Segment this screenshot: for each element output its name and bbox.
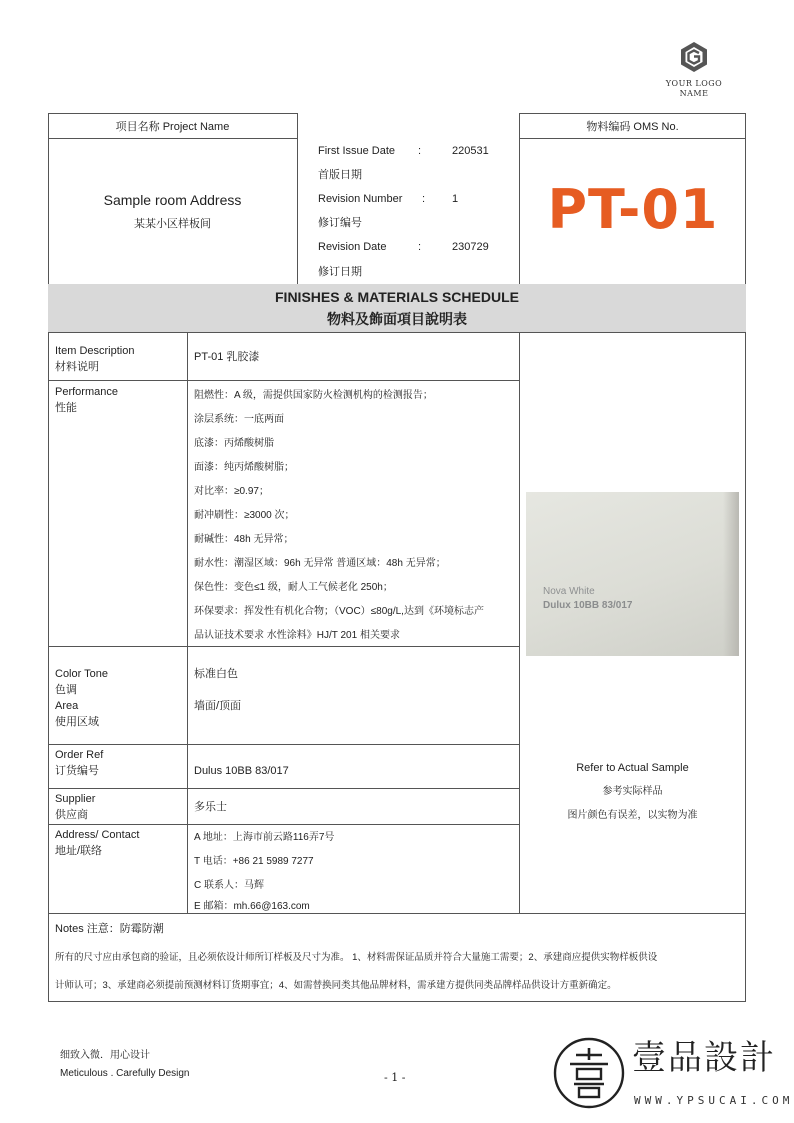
area-label-cn: 使用区域 bbox=[55, 716, 99, 728]
swatch-code: Dulux 10BB 83/017 bbox=[543, 600, 633, 611]
title-banner bbox=[48, 284, 746, 332]
swatch-name: Nova White bbox=[543, 586, 595, 597]
brand-mark bbox=[552, 1036, 794, 1116]
brand-url: WWW.YPSUCAI.COM bbox=[634, 1094, 794, 1107]
performance-label-cn: 性能 bbox=[55, 402, 77, 414]
page-number: - 1 - bbox=[384, 1071, 406, 1084]
revision-date-label: Revision Date bbox=[318, 241, 387, 253]
item-value: PT-01 乳胶漆 bbox=[194, 351, 260, 363]
area-value: 墙面/顶面 bbox=[194, 700, 242, 712]
logo-line-2: NAME bbox=[679, 89, 709, 98]
performance-line: 阻燃性：A 级，需提供国家防火检测机构的检测报告； bbox=[194, 390, 433, 401]
first-issue-colon: : bbox=[418, 145, 422, 157]
brand-name: 壹品設計 bbox=[632, 1038, 776, 1078]
performance-label-en: Performance bbox=[55, 386, 118, 398]
supplier-value: 多乐士 bbox=[194, 801, 227, 813]
g-logo-icon bbox=[677, 40, 711, 74]
notes-line-2: 计师认可；3、承建商必须提前预测材料订货期事宜；4、如需替换同类其他品牌材料，需承建方提供同类品牌样品供设计方重新确定。 bbox=[55, 980, 617, 991]
area-label-en: Area bbox=[55, 700, 79, 712]
item-label-en: Item Description bbox=[55, 345, 135, 357]
notes-line-1: 所有的尺寸应由承包商的验证，且必须依设计师所订样板及尺寸为准。 1、材料需保证品质并符合大量施工需要；2、承建商应提供实物样板供设 bbox=[55, 952, 658, 963]
address-label-cn: 地址/联络 bbox=[55, 845, 103, 857]
order-value: Dulus 10BB 83/017 bbox=[194, 765, 289, 777]
revision-number-label: Revision Number bbox=[318, 193, 403, 205]
first-issue-cn: 首版日期 bbox=[318, 169, 362, 181]
yipin-seal-icon bbox=[552, 1036, 626, 1110]
revision-number-colon: : bbox=[422, 193, 426, 205]
address-label-en: Address/ Contact bbox=[55, 829, 140, 841]
contact-person: C 联系人：马辉 bbox=[194, 880, 264, 891]
slogan-en: Meticulous . Carefully Design bbox=[60, 1068, 190, 1079]
performance-line: 对比率：≥0.97； bbox=[194, 486, 269, 497]
first-issue-label: First Issue Date bbox=[318, 145, 396, 157]
revision-date-cn: 修订日期 bbox=[318, 266, 362, 278]
performance-line: 底漆：丙烯酸树脂 bbox=[194, 438, 274, 449]
revision-number-value: 1 bbox=[452, 193, 459, 205]
refer-en: Refer to Actual Sample bbox=[576, 762, 689, 774]
order-label-en: Order Ref bbox=[55, 749, 104, 761]
performance-line: 耐冲刷性：≥3000 次； bbox=[194, 510, 295, 521]
refer-cn: 参考实际样品 bbox=[602, 786, 663, 797]
project-name-cn: 某某小区样板间 bbox=[134, 218, 211, 230]
revision-date-value: 230729 bbox=[452, 241, 489, 253]
supplier-label-cn: 供应商 bbox=[55, 809, 88, 821]
project-name: Sample room Address bbox=[103, 192, 242, 208]
oms-label: 物料编码 OMS No. bbox=[586, 121, 679, 133]
supplier-label-en: Supplier bbox=[55, 793, 96, 805]
sample-edge-shadow bbox=[723, 492, 739, 656]
color-tone-value: 标准白色 bbox=[194, 668, 238, 680]
color-tone-label-en: Color Tone bbox=[55, 668, 108, 680]
performance-line: 面漆：纯丙烯酸树脂； bbox=[194, 462, 294, 473]
performance-line: 耐水性：潮湿区域：96h 无异常 普通区域：48h 无异常； bbox=[194, 558, 446, 569]
slogan-cn: 细致入微．用心设计 bbox=[60, 1050, 150, 1061]
company-logo bbox=[654, 40, 734, 99]
revision-number-cn: 修订编号 bbox=[318, 217, 362, 229]
item-label-cn: 材料说明 bbox=[55, 361, 99, 373]
oms-number: PT-01 bbox=[547, 178, 719, 241]
contact-address: A 地址：上海市前云路116弄7号 bbox=[194, 832, 335, 843]
paint-sample-photo bbox=[526, 492, 739, 656]
notes-label: Notes 注意：防霉防潮 bbox=[55, 923, 164, 935]
title-cn: 物料及飾面項目說明表 bbox=[327, 311, 467, 327]
performance-line: 涂层系统：一底两面 bbox=[194, 414, 284, 425]
logo-line-1: YOUR LOGO bbox=[665, 79, 723, 88]
first-issue-value: 220531 bbox=[452, 145, 489, 157]
contact-phone: T 电话：+86 21 5989 7277 bbox=[194, 856, 314, 867]
color-tone-label-cn: 色调 bbox=[55, 684, 77, 696]
performance-line: 保色性：变色≤1 级，耐人工气候老化 250h； bbox=[194, 582, 393, 593]
revision-date-colon: : bbox=[418, 241, 422, 253]
color-note: 图片颜色有误差，以实物为准 bbox=[567, 810, 698, 821]
order-label-cn: 订货编号 bbox=[55, 765, 99, 777]
performance-line: 品认证技术要求 水性涂料》HJ/T 201 相关要求 bbox=[194, 630, 400, 641]
contact-email: E 邮箱：mh.66@163.com bbox=[194, 901, 310, 912]
title-en: FINISHES & MATERIALS SCHEDULE bbox=[275, 289, 519, 305]
performance-line: 耐碱性：48h 无异常； bbox=[194, 534, 294, 545]
project-name-label: 项目名称 Project Name bbox=[115, 121, 230, 133]
performance-line: 环保要求：挥发性有机化合物；（VOC）≤80g/L,达到《环境标志产 bbox=[194, 606, 484, 617]
